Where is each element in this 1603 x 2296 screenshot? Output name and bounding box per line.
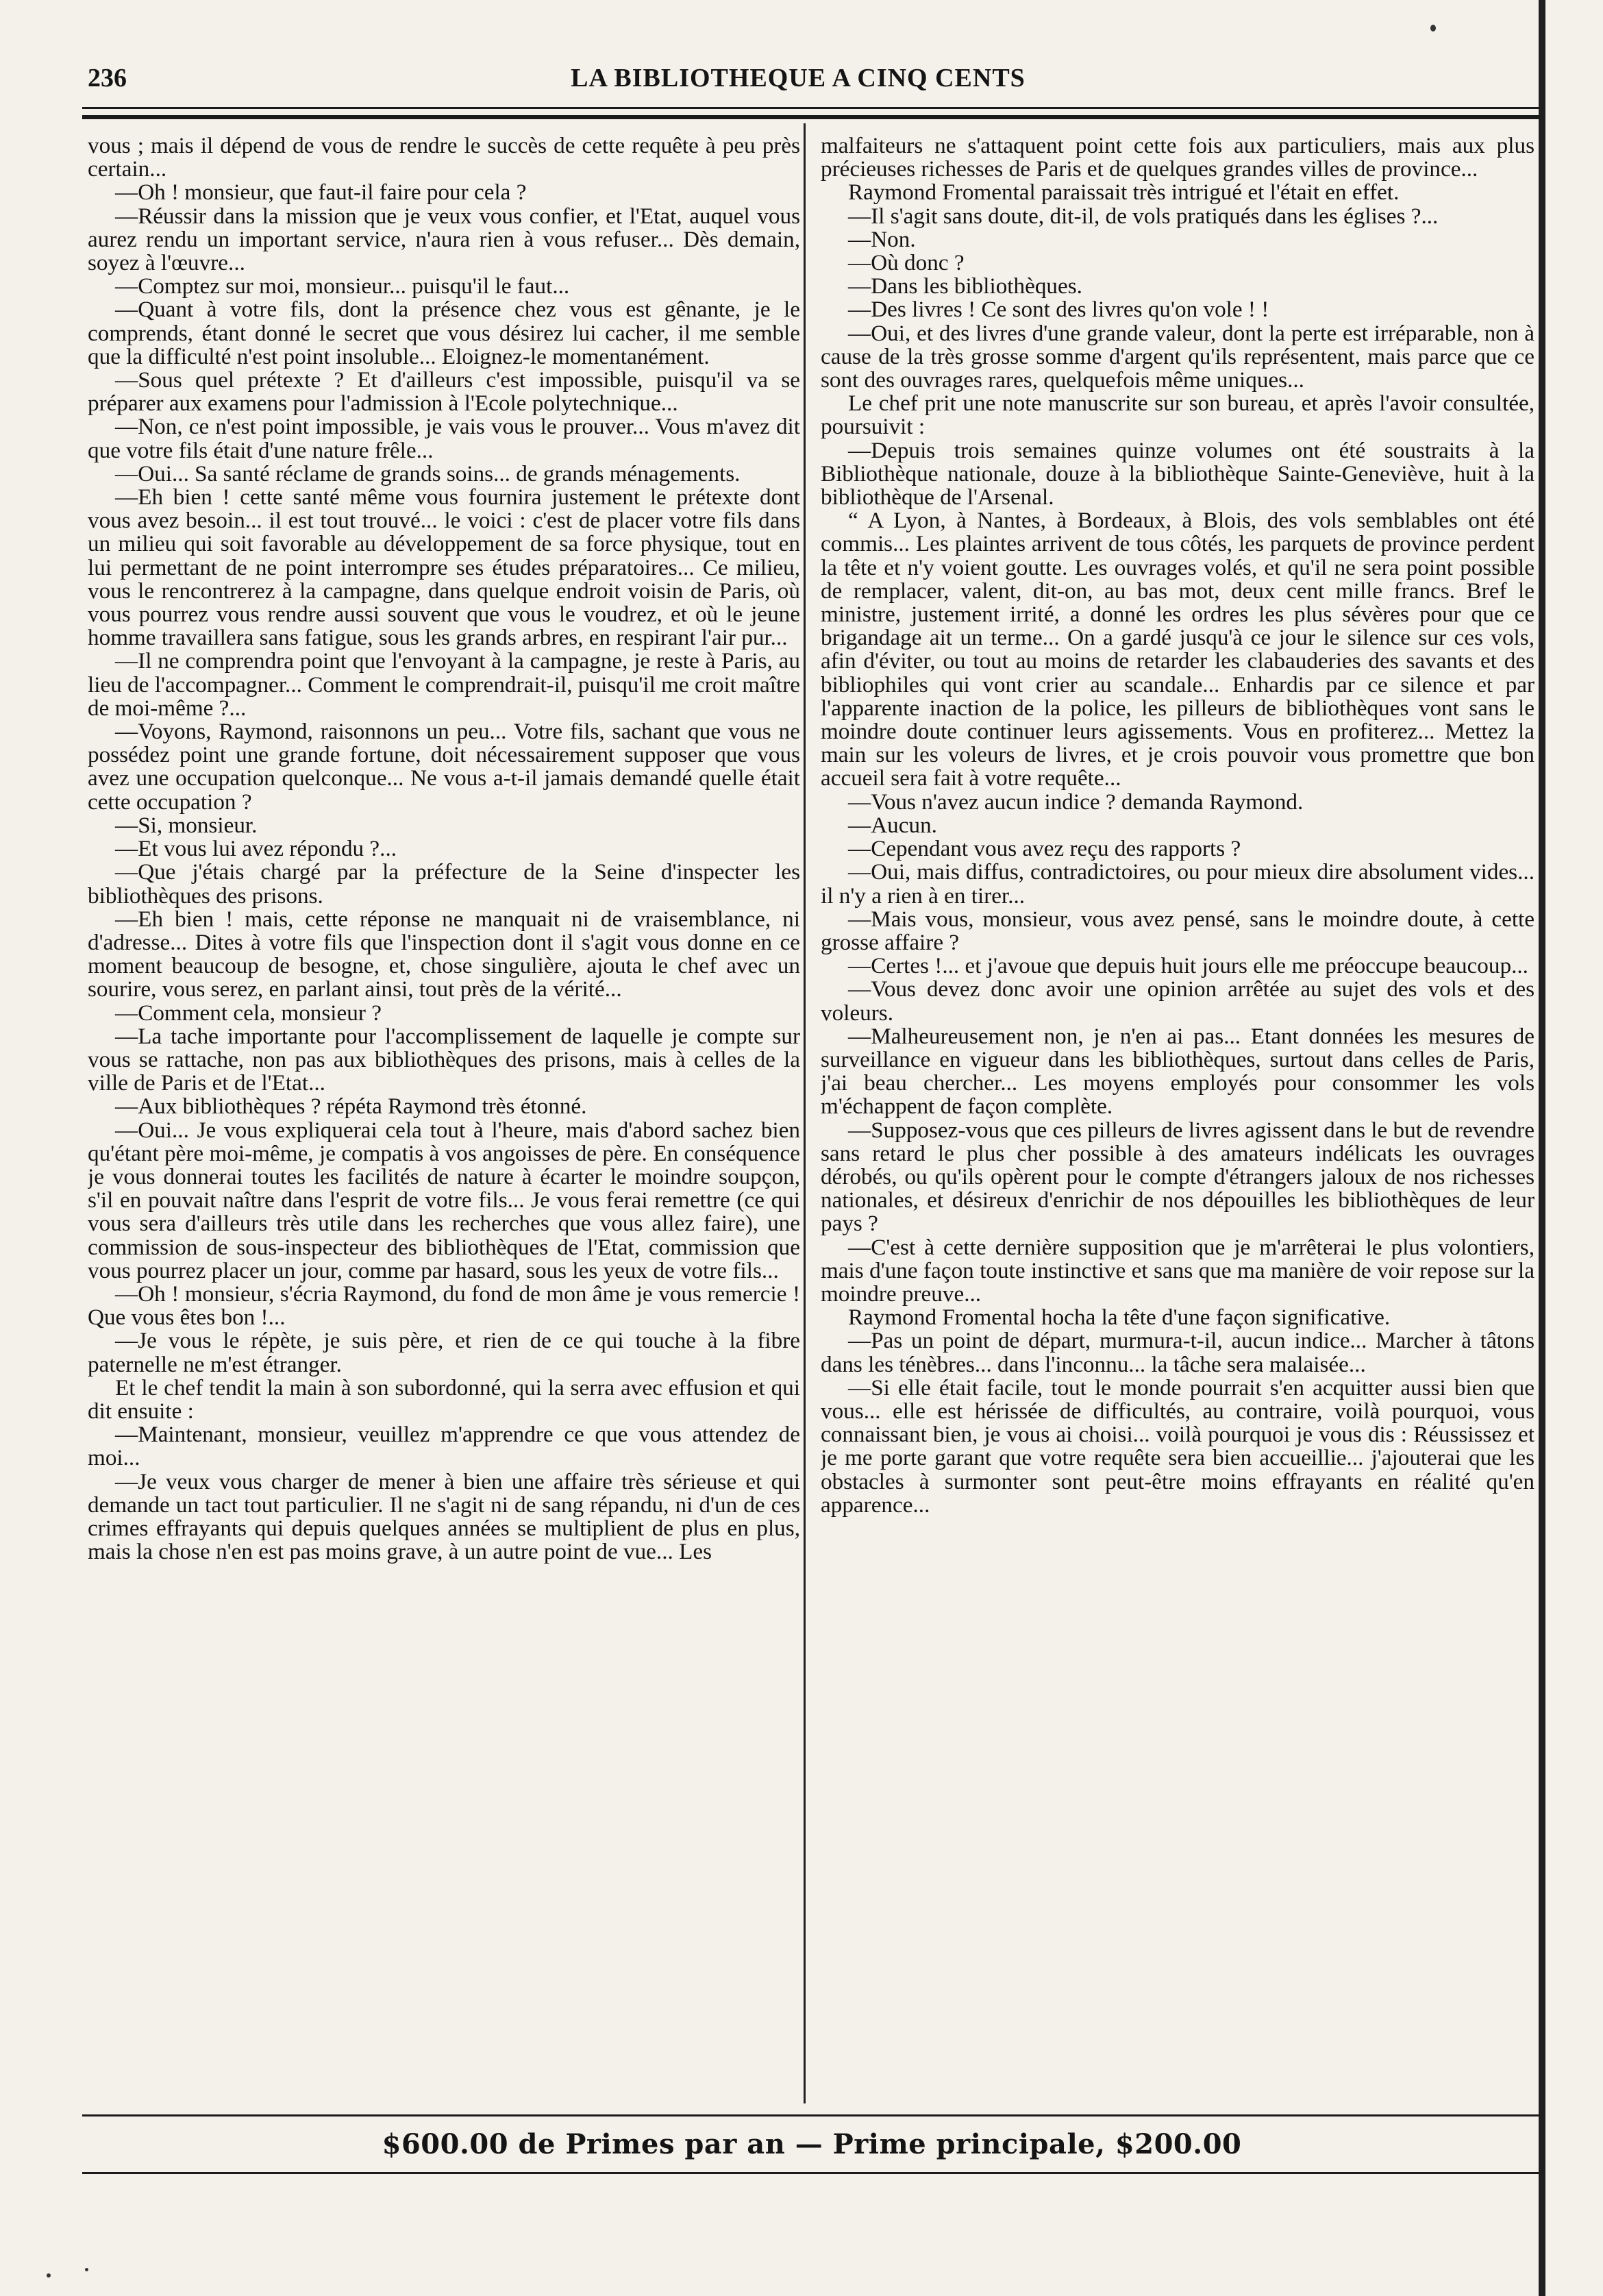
- left-column-paragraph: —Maintenant, monsieur, veuillez m'apprendre ce que vous attendez de moi...: [88, 1422, 800, 1471]
- right-column-paragraph: —Où donc ?: [848, 250, 965, 276]
- footer-advertisement: $600.00 de Primes par an — Prime principale, $200.00: [382, 2128, 1242, 2160]
- right-column: [821, 134, 1534, 2108]
- left-column-paragraph: —Si, monsieur.: [115, 812, 258, 838]
- left-column-paragraph: —Il ne comprendra point que l'envoyant à la campagne, je reste à Paris, au lieu de l'accompagner... Comment le comprendrait-il, puisqu'il me croit maître de moi-même ?...: [88, 648, 800, 721]
- right-column-paragraph: Raymond Fromental hocha la tête d'une façon significative.: [848, 1305, 1391, 1331]
- page-number: 236: [88, 64, 127, 92]
- left-column-paragraph: —Que j'étais chargé par la préfecture de la Seine d'inspecter les bibliothèques des prisons.: [88, 859, 800, 909]
- right-column-paragraph: Raymond Fromental paraissait très intrigué et l'était en effet.: [848, 180, 1400, 206]
- left-column-paragraph: —Réussir dans la mission que je veux vous confier, et l'Etat, auquel vous aurez rendu un important service, n'aura rien à vous refuser... Dès demain, soyez à l'œuvre...: [88, 203, 800, 276]
- left-column-paragraph: —Quant à votre fils, dont la présence chez vous est gênante, je le comprends, étant donné le secret que vous désirez lui cacher, il me semble que la difficulté n'est point insoluble... Eloignez-le momentanément.: [88, 297, 800, 369]
- page-edge-bar: [1539, 0, 1545, 2296]
- left-column-paragraph: —Comment cela, monsieur ?: [115, 1000, 382, 1026]
- left-column-paragraph: —Eh bien ! mais, cette réponse ne manquait ni de vraisemblance, ni d'adresse... Dites à votre fils que l'inspection dont il s'agit vous donne en ce moment beaucoup de besogne, et, chose singulière, ajouta le chef avec un sourire, vous serez, en parlant ainsi, tout près de la vérité...: [88, 906, 800, 1002]
- right-column-paragraph: —Des livres ! Ce sont des livres qu'on vole ! !: [848, 297, 1269, 323]
- footer-rule-top: [82, 2114, 1541, 2116]
- right-column-paragraph: “ A Lyon, à Nantes, à Bordeaux, à Blois, des vols semblables ont été commis... Les plaintes arrivent de tous côtés, les parquets de province perdent la tête et n'y voient goutte. Les ouvrages volés, et qu'il ne sera point possible de remplacer, valent, dit-on, au bas mot, deux cent mille francs. Bref le ministre, justement irrité, a donné les ordres les plus sévères pour que ce brigandage ait un terme... On a gardé jusqu'à ce jour le silence sur ces vols, afin d'éviter, ou tout au moins de retarder les clabauderies des savants et des bibliophiles qui vont crier au scandale... Enhardis par ce silence et par l'apparente inaction de la police, les pilleurs de bibliothèques vont sans le moindre doute continuer leurs agissements. Vous en profiterez... Mettez la main sur les voleurs de livres, et je crois pouvoir vous promettre que bon accueil sera fait à votre requête...: [821, 508, 1534, 791]
- left-column-paragraph: —Comptez sur moi, monsieur... puisqu'il le faut...: [115, 273, 570, 299]
- right-column-paragraph: —Vous devez donc avoir une opinion arrêtée au sujet des vols et des voleurs.: [821, 976, 1534, 1026]
- right-column-paragraph: —Mais vous, monsieur, vous avez pensé, sans le moindre doute, à cette grosse affaire ?: [821, 906, 1534, 955]
- right-column-paragraph: —Cependant vous avez reçu des rapports ?: [848, 836, 1241, 862]
- left-column-paragraph: —Je vous le répète, je suis père, et rien de ce qui touche à la fibre paternelle ne m'est étranger.: [88, 1328, 800, 1377]
- running-title: LA BIBLIOTHEQUE A CINQ CENTS: [571, 64, 1026, 92]
- header-rule-bottom: [82, 115, 1541, 119]
- print-speck: [1430, 25, 1436, 32]
- right-column-paragraph: —C'est à cette dernière supposition que je m'arrêterai le plus volontiers, mais d'une façon toute instinctive et sans que ma manière de voir repose sur la moindre preuve...: [821, 1234, 1534, 1307]
- right-column-paragraph: malfaiteurs ne s'attaquent point cette fois aux particuliers, mais aux plus précieuses richesses de Paris et de quelques grandes villes de province...: [821, 134, 1534, 182]
- left-column-paragraph: —Sous quel prétexte ? Et d'ailleurs c'est impossible, puisqu'il va se préparer aux examens pour l'admission à l'Ecole polytechnique...: [88, 367, 800, 417]
- right-column-paragraph: —Oui, et des livres d'une grande valeur, dont la perte est irréparable, non à cause de la très grosse somme d'argent qu'ils représentent, mais parce que ce sont des ouvrages rares, quelquefois même uniques...: [821, 320, 1534, 393]
- right-column-paragraph: —Certes !... et j'avoue que depuis huit jours elle me préoccupe beaucoup...: [848, 953, 1528, 979]
- right-column-paragraph: —Malheureusement non, je n'en ai pas... Etant données les mesures de surveillance en vigueur dans les bibliothèques, surtout dans celles de Paris, j'ai beau chercher... Les moyens employés pour consommer les vols m'échappent de façon complète.: [821, 1023, 1534, 1120]
- left-column-paragraph: —Aux bibliothèques ? répéta Raymond très étonné.: [115, 1094, 587, 1120]
- left-column-paragraph: —Je veux vous charger de mener à bien une affaire très sérieuse et qui demande un tact tout particulier. Il ne s'agit ni de sang répandu, ni d'un de ces crimes effrayants qui depuis quelques années se multiplient de plus en plus, mais la chose n'en est pas moins grave, à un autre point de vue... Les: [88, 1468, 800, 1565]
- right-column-paragraph: —Il s'agit sans doute, dit-il, de vols pratiqués dans les églises ?...: [848, 203, 1439, 229]
- left-column-paragraph: Et le chef tendit la main à son subordonné, qui la serra avec effusion et qui dit ensuite :: [88, 1374, 800, 1424]
- right-column-paragraph: —Vous n'avez aucun indice ? demanda Raymond.: [848, 789, 1304, 815]
- column-divider: [804, 123, 806, 2103]
- left-column-paragraph: —Non, ce n'est point impossible, je vais vous le prouver... Vous m'avez dit que votre fils était d'une nature frêle...: [88, 414, 800, 463]
- footer-rule-bottom: [82, 2172, 1541, 2174]
- left-column-paragraph: —Voyons, Raymond, raisonnons un peu... Votre fils, sachant que vous ne possédez point une grande fortune, doit nécessairement supposer que vous avez une occupation quelconque... Ne vous a-t-il jamais demandé quelle était cette occupation ?: [88, 719, 800, 815]
- left-column-paragraph: —Oh ! monsieur, que faut-il faire pour cela ?: [115, 180, 527, 206]
- print-speck: [47, 2273, 51, 2278]
- right-column-paragraph: —Non.: [848, 226, 916, 252]
- left-column-paragraph: —Oui... Je vous expliquerai cela tout à l'heure, mais d'abord sachez bien qu'étant père moi-même, je compatis à vos angoisses de père. En conséquence je vous donnerai toutes les facilités de nature à écarter le moindre soupçon, s'il en pouvait naître dans l'esprit de votre fils... Je vous ferai remettre (ce qui vous sera d'ailleurs très utile dans les recherches que vous allez faire), une commission de sous-inspecteur des bibliothèques de l'Etat, commission que vous pourrez placer un jour, comme par hasard, sous les yeux de votre fils...: [88, 1117, 800, 1283]
- left-column: [88, 134, 800, 2108]
- left-column-paragraph: —Et vous lui avez répondu ?...: [115, 836, 397, 862]
- right-column-paragraph: —Supposez-vous que ces pilleurs de livres agissent dans le but de revendre sans retard le plus cher possible à des amateurs indélicats les ouvrages dérobés, ou qu'ils opèrent pour le compte d'étrangers jaloux de nos richesses nationales, et désireux d'enrichir de nos dépouilles les bibliothèques de leur pays ?: [821, 1117, 1534, 1237]
- print-speck: [85, 2268, 88, 2271]
- right-column-paragraph: —Si elle était facile, tout le monde pourrait s'en acquitter aussi bien que vous... elle est hérissée de difficultés, au contraire, voilà pourquoi, vous connaissant bien, je vous ai choisi... voilà pourquoi je vous dis : Réussissez et je me porte garant que votre requête sera bien accueillie... j'ajouterai que les obstacles à surmonter sont peut-être moins effrayants en réalité qu'en apparence...: [821, 1374, 1534, 1518]
- left-column-paragraph: —La tache importante pour l'accomplissement de laquelle je compte sur vous se rattache, non pas aux bibliothèques des prisons, mais à celles de la ville de Paris et de l'Etat...: [88, 1023, 800, 1096]
- left-column-paragraph: —Eh bien ! cette santé même vous fournira justement le prétexte dont vous avez besoin... il est tout trouvé... le voici : c'est de placer votre fils dans un milieu qui soit favorable au développement de sa force physique, tout en lui permettant de ne point interrompre ses études préparatoires... Ce milieu, vous le rencontrerez à la campagne, dans quelque endroit voisin de Paris, où vous pourrez vous rendre aussi souvent que vous le voudrez, et où le jeune homme travaillera sans fatigue, sous les grands arbres, en respirant l'air pur...: [88, 484, 800, 651]
- header-rule-top: [82, 107, 1541, 109]
- right-column-paragraph: —Aucun.: [848, 812, 937, 838]
- left-column-paragraph: vous ; mais il dépend de vous de rendre le succès de cette requête à peu près certain...: [88, 134, 800, 182]
- right-column-paragraph: —Depuis trois semaines quinze volumes ont été soustraits à la Bibliothèque nationale, douze à la bibliothèque Sainte-Geneviève, huit à la bibliothèque de l'Arsenal.: [821, 437, 1534, 510]
- right-column-paragraph: —Oui, mais diffus, contradictoires, ou pour mieux dire absolument vides... il n'y a rien à en tirer...: [821, 859, 1534, 909]
- right-column-paragraph: —Dans les bibliothèques.: [848, 273, 1082, 299]
- right-column-paragraph: —Pas un point de départ, murmura-t-il, aucun indice... Marcher à tâtons dans les ténèbres... dans l'inconnu... la tâche sera malaisée...: [821, 1328, 1534, 1377]
- page-header: [82, 63, 1514, 101]
- right-column-paragraph: Le chef prit une note manuscrite sur son bureau, et après l'avoir consultée, poursuivit :: [821, 391, 1534, 440]
- left-column-paragraph: —Oui... Sa santé réclame de grands soins... de grands ménagements.: [115, 460, 741, 486]
- left-column-paragraph: —Oh ! monsieur, s'écria Raymond, du fond de mon âme je vous remercie ! Que vous êtes bon !...: [88, 1281, 800, 1331]
